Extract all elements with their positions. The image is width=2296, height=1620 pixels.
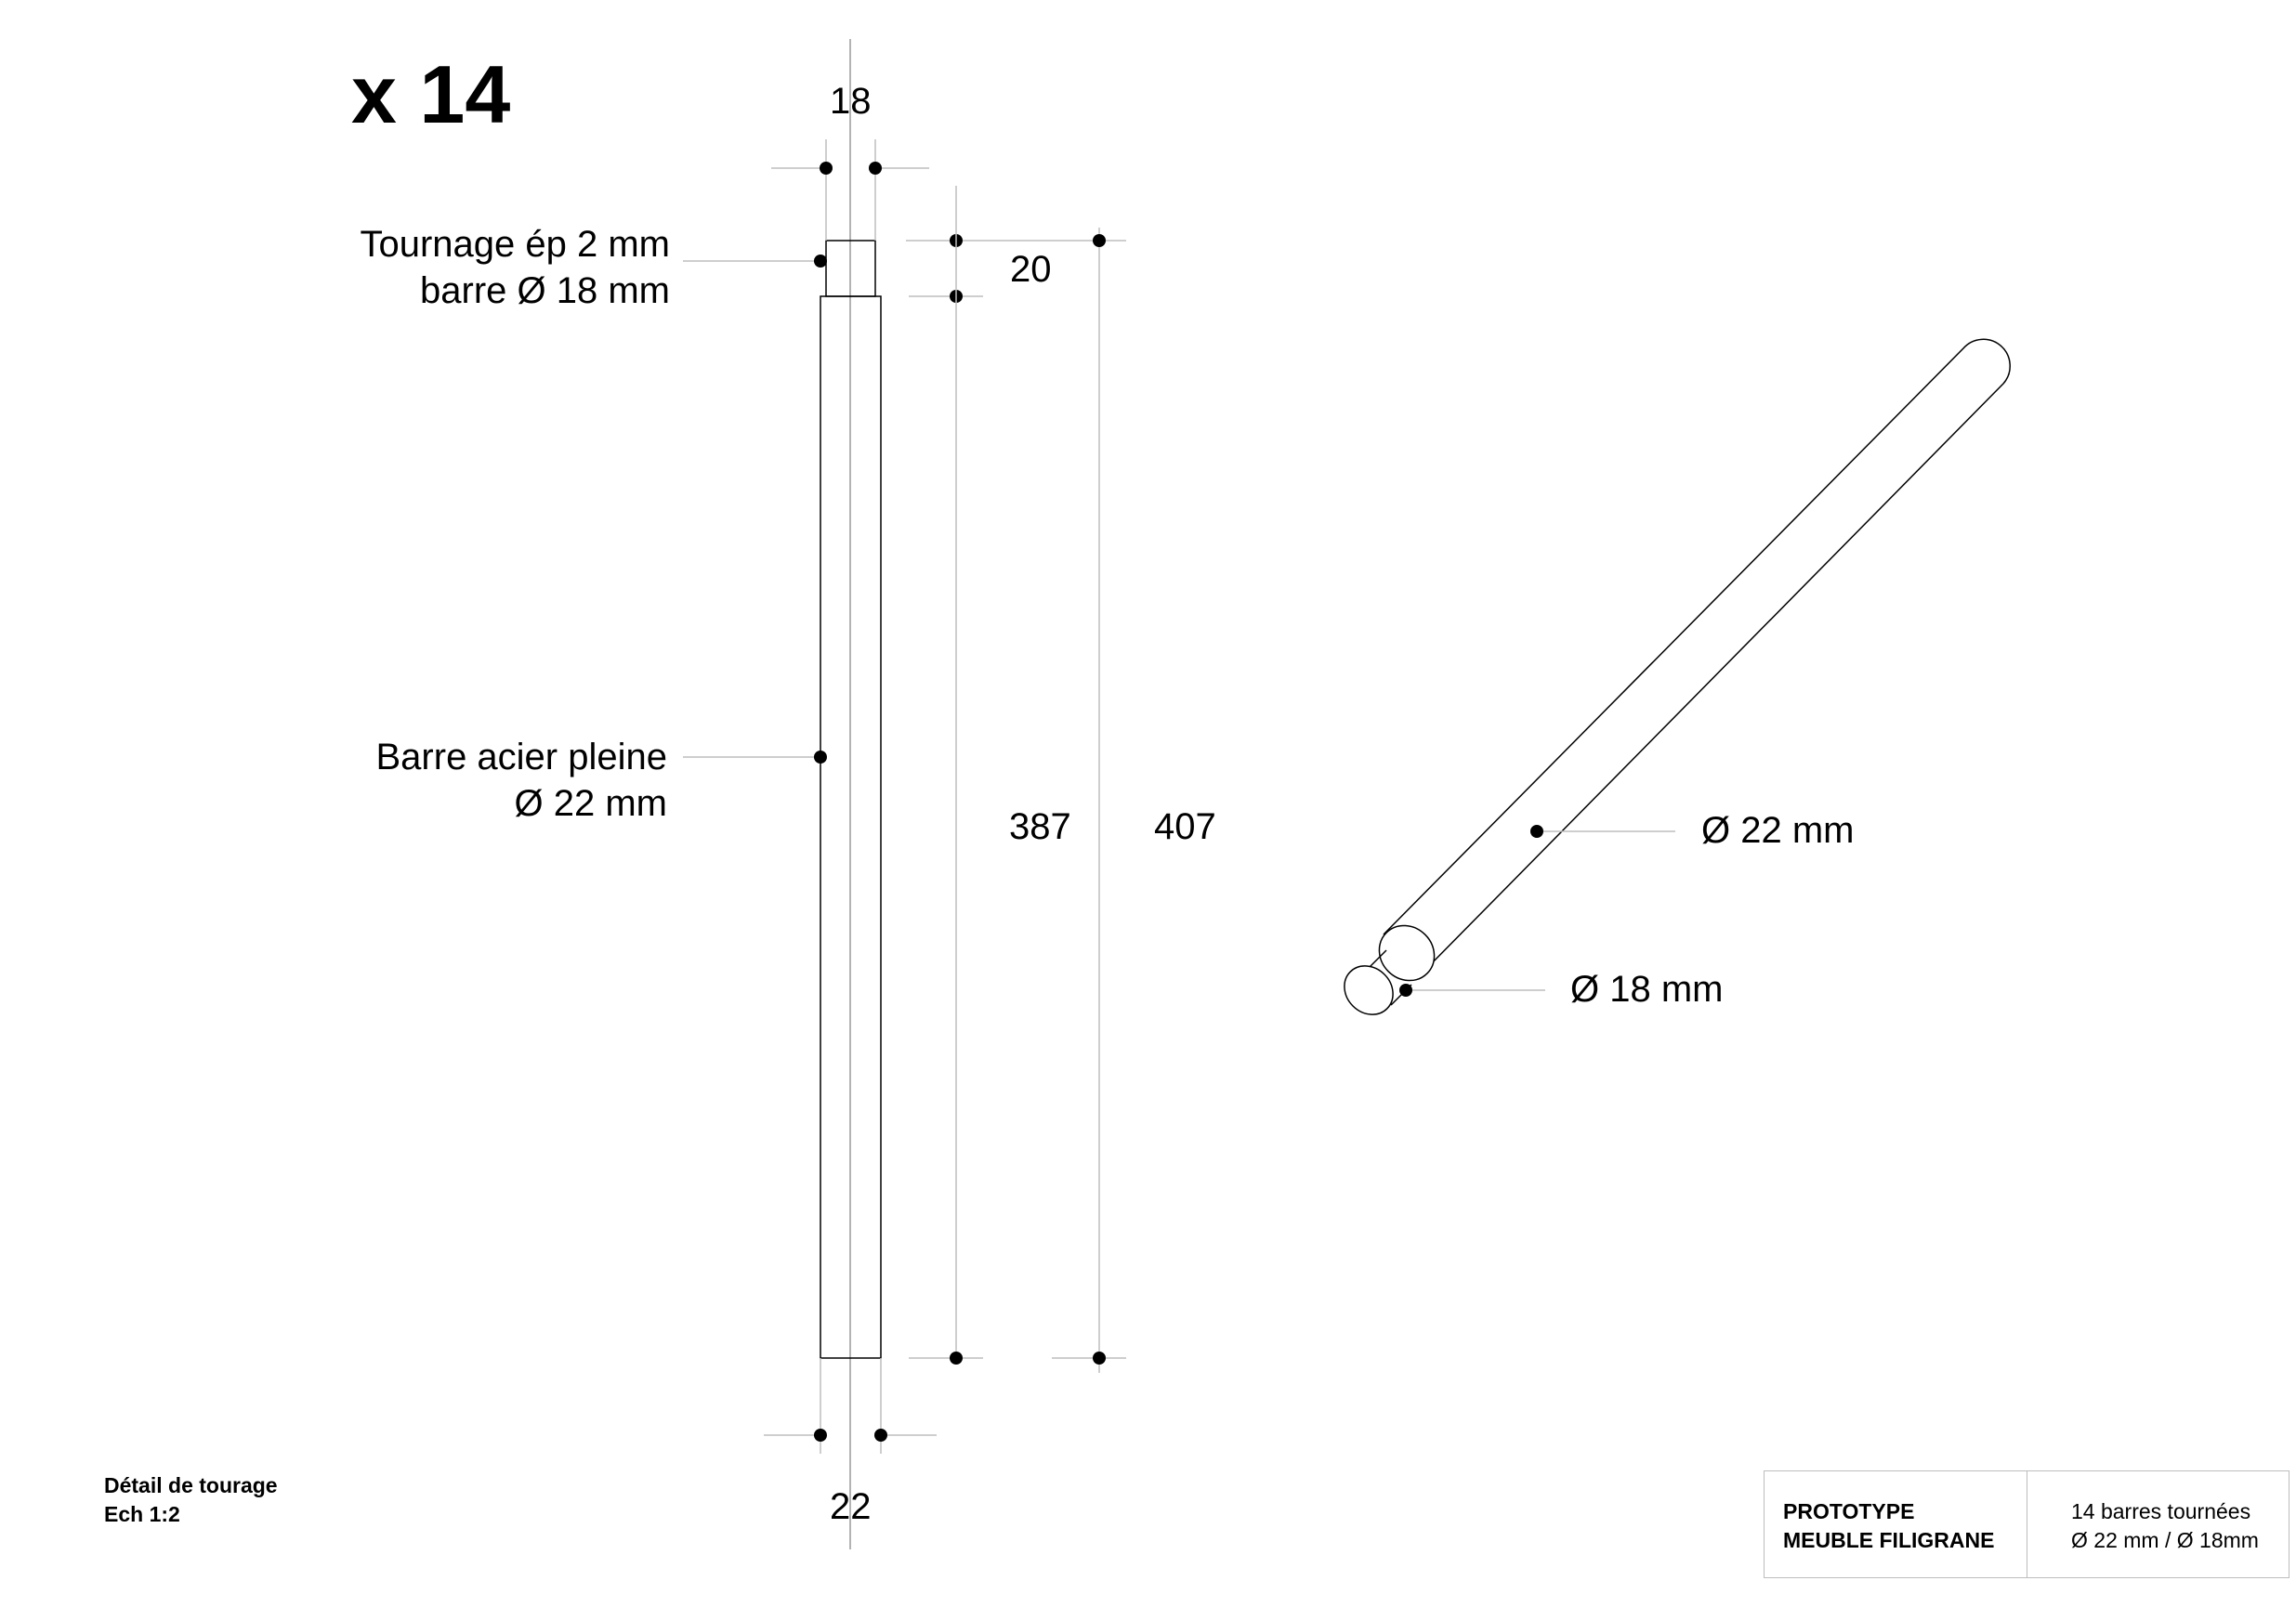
dim-body-length: 387 (1009, 806, 1071, 847)
iso-bar-body (1384, 339, 2010, 970)
dim-dot-body-bottom (950, 1352, 963, 1365)
title-block-desc-line2: Ø 22 mm / Ø 18mm (2071, 1528, 2259, 1552)
note-barre-line2: Ø 22 mm (514, 783, 667, 824)
iso-label-22: Ø 22 mm (1701, 810, 1855, 851)
note-tournage-line1: Tournage ép 2 mm (360, 224, 670, 265)
dim-bottom-width: 22 (830, 1486, 872, 1527)
dim-total-length: 407 (1154, 806, 1216, 847)
dim-dot-top-left (820, 162, 833, 175)
leader-dot-iso-22 (1530, 825, 1543, 838)
title-block-desc-line1: 14 barres tournées (2071, 1499, 2251, 1523)
leader-dot-iso-18 (1399, 984, 1412, 997)
iso-label-18: Ø 18 mm (1570, 969, 1724, 1010)
title-block-title-line1: PROTOTYPE (1783, 1499, 1915, 1523)
leader-dot-tournage (814, 255, 827, 268)
leader-dot-barre (814, 751, 827, 764)
detail-caption-line1: Détail de tourage (104, 1473, 278, 1497)
dim-dot-top-right (869, 162, 882, 175)
detail-caption (104, 1471, 278, 1529)
detail-caption-line2: Ech 1:2 (104, 1502, 180, 1526)
quantity-label: x 14 (351, 48, 511, 140)
dim-top-width: 18 (830, 81, 872, 122)
note-tournage-line2: barre Ø 18 mm (420, 270, 670, 311)
dim-tenon-length: 20 (1010, 249, 1052, 290)
note-barre (376, 734, 668, 827)
dim-dot-total-bottom (1093, 1352, 1106, 1365)
title-block-description (2071, 1497, 2259, 1555)
title-block-title-line2: MEUBLE FILIGRANE (1783, 1528, 1995, 1552)
dim-dot-bottom-left (814, 1429, 827, 1442)
title-block-title (1783, 1497, 1994, 1555)
note-barre-line1: Barre acier pleine (375, 737, 667, 777)
note-tournage (360, 221, 670, 314)
title-block (1764, 1470, 2289, 1578)
dim-dot-total-top (1093, 234, 1106, 247)
dim-dot-bottom-right (874, 1429, 887, 1442)
